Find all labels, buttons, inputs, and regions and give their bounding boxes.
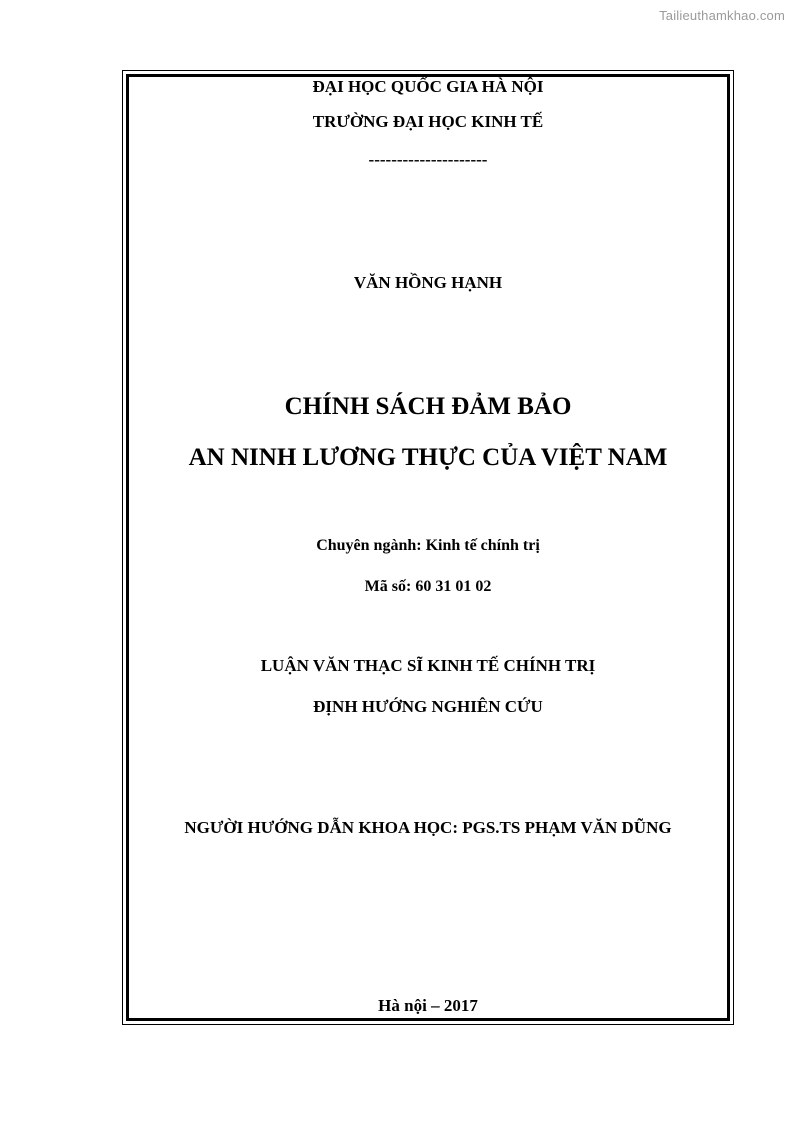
thesis-title-line-1: CHÍNH SÁCH ĐẢM BẢO — [284, 393, 572, 420]
thesis-title-line-2: AN NINH LƯƠNG THỰC CỦA VIỆT NAM — [188, 444, 668, 471]
degree-line-1: LUẬN VĂN THẠC SĨ KINH TẾ CHÍNH TRỊ — [260, 656, 596, 675]
degree-line-2: ĐỊNH HƯỚNG NGHIÊN CỨU — [313, 697, 543, 716]
place-and-year: Hà nội – 2017 — [378, 996, 478, 1015]
major-label: Chuyên ngành: Kinh tế chính trị — [316, 537, 540, 554]
author-name: VĂN HỒNG HẠNH — [353, 273, 503, 292]
supervisor-line: NGƯỜI HƯỚNG DẪN KHOA HỌC: PGS.TS PHẠM VĂN DŨNG — [184, 818, 672, 837]
school-name: TRƯỜNG ĐẠI HỌC KINH TẾ — [312, 112, 544, 131]
watermark-text: Tailieuthamkhao.com — [659, 8, 785, 23]
university-name: ĐẠI HỌC QUỐC GIA HÀ NỘI — [312, 77, 544, 96]
header-divider: --------------------- — [368, 150, 488, 169]
major-code: Mã số: 60 31 01 02 — [364, 578, 492, 595]
